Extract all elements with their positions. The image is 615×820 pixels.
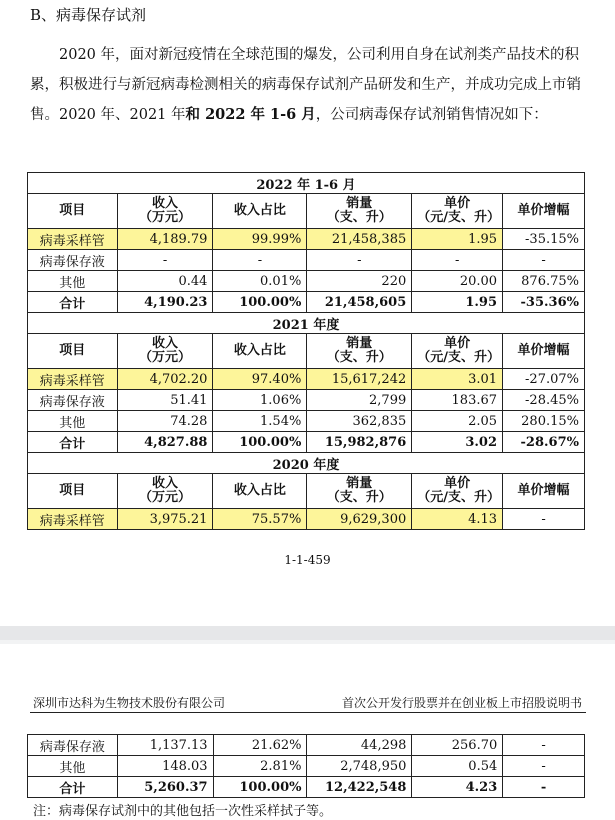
row-label: 其他: [28, 411, 118, 432]
column-header: 收入 （万元）: [117, 194, 213, 229]
running-header-title: 首次公开发行股票并在创业板上市招股说明书: [341, 696, 582, 710]
table-cell: 5,260.37: [117, 777, 213, 798]
table-cell: 256.70: [412, 735, 503, 756]
table-cell: 3.02: [412, 432, 503, 453]
table-cell: 4,189.79: [117, 229, 213, 250]
header-row: [28, 194, 585, 229]
table-cell: -28.67%: [503, 432, 585, 453]
table-row: [28, 411, 585, 432]
table-cell: -35.36%: [503, 292, 585, 313]
table-cell: 75.57%: [213, 509, 307, 530]
table-cell: 1.95: [412, 292, 503, 313]
running-header-company: 深圳市达科为生物技术股份有限公司: [33, 696, 226, 710]
section-title-row: [28, 453, 585, 474]
intro-paragraph: [30, 40, 588, 130]
column-header: 单价增幅: [503, 474, 585, 509]
table-cell: 2,748,950: [307, 756, 412, 777]
header-row: [28, 474, 585, 509]
table-row: [28, 432, 585, 453]
table-row: [28, 250, 585, 271]
table-cell: 100.00%: [213, 432, 307, 453]
column-header: 收入 （万元）: [117, 474, 213, 509]
column-header: 项目: [28, 474, 118, 509]
intro-text-end: ，公司病毒保存试剂销售情况如下：: [315, 107, 548, 123]
row-label: 病毒保存液: [28, 735, 118, 756]
section-title: 2022 年 1-6 月: [28, 173, 585, 194]
table-cell: 20.00: [412, 271, 503, 292]
table-cell: 4.23: [412, 777, 503, 798]
table-cell: -28.45%: [503, 390, 585, 411]
table-cell: 4,190.23: [117, 292, 213, 313]
table-cell: -: [412, 250, 503, 271]
table-cell: -: [503, 756, 585, 777]
table-row: [28, 735, 585, 756]
table-cell: 0.54: [412, 756, 503, 777]
table-cell: -: [503, 777, 585, 798]
sales-table-continued: [27, 734, 585, 798]
table-cell: -: [503, 509, 585, 530]
table-cell: -27.07%: [503, 369, 585, 390]
table-cell: 0.44: [117, 271, 213, 292]
sales-table: [27, 172, 585, 530]
table-cell: -: [503, 735, 585, 756]
page-number: 1-1-459: [284, 553, 331, 567]
section-title-row: [28, 173, 585, 194]
page-divider: [0, 626, 615, 640]
table-cell: 97.40%: [213, 369, 307, 390]
column-header: 单价增幅: [503, 194, 585, 229]
row-label: 病毒保存液: [28, 390, 118, 411]
table-cell: 15,982,876: [307, 432, 412, 453]
table-cell: 74.28: [117, 411, 213, 432]
table-cell: 0.01%: [213, 271, 307, 292]
row-label: 合计: [28, 432, 118, 453]
table-cell: -: [503, 250, 585, 271]
table-cell: 362,835: [307, 411, 412, 432]
header-row: [28, 334, 585, 369]
column-header: 收入占比: [213, 474, 307, 509]
section-heading: B、病毒保存试剂: [30, 6, 147, 24]
table-row: [28, 271, 585, 292]
column-header: 收入占比: [213, 334, 307, 369]
section-title: 2021 年度: [28, 313, 585, 334]
table-cell: 100.00%: [213, 292, 307, 313]
table-cell: 100.00%: [213, 777, 307, 798]
table-cell: -: [213, 250, 307, 271]
table-cell: 148.03: [117, 756, 213, 777]
row-label: 病毒保存液: [28, 250, 118, 271]
table-row: [28, 777, 585, 798]
table-cell: 2,799: [307, 390, 412, 411]
table-cell: 1.06%: [213, 390, 307, 411]
column-header: 单价 （元/支、升）: [412, 194, 503, 229]
table-note: 注：病毒保存试剂中的其他包括一次性采样拭子等。: [33, 804, 333, 819]
column-header: 单价 （元/支、升）: [412, 334, 503, 369]
row-label: 病毒采样管: [28, 369, 118, 390]
row-label: 合计: [28, 292, 118, 313]
column-header: 单价增幅: [503, 334, 585, 369]
table-cell: 15,617,242: [307, 369, 412, 390]
table-cell: 99.99%: [213, 229, 307, 250]
table-cell: 3,975.21: [117, 509, 213, 530]
table-cell: 9,629,300: [307, 509, 412, 530]
table-cell: 220: [307, 271, 412, 292]
intro-text: 2020 年，面对新冠疫情在全球范围的爆发，公司利用自身在试剂类产品技术的积累，积极进行与新冠病毒检测相关的病毒保存试剂产品研发和生产，并成功完成上市销售。2020 年、2021 年: [30, 47, 581, 123]
column-header: 项目: [28, 194, 118, 229]
table-cell: 4,827.88: [117, 432, 213, 453]
column-header: 项目: [28, 334, 118, 369]
table-cell: 51.41: [117, 390, 213, 411]
column-header: 收入占比: [213, 194, 307, 229]
table-cell: 2.05: [412, 411, 503, 432]
row-label: 病毒采样管: [28, 509, 118, 530]
table-row: [28, 229, 585, 250]
page-divider-shadow: [0, 640, 615, 644]
row-label: 其他: [28, 271, 118, 292]
table-cell: 2.81%: [213, 756, 307, 777]
row-label: 合计: [28, 777, 118, 798]
column-header: 收入 （万元）: [117, 334, 213, 369]
table-row: [28, 756, 585, 777]
table-row: [28, 509, 585, 530]
table-cell: 4,702.20: [117, 369, 213, 390]
row-label: 其他: [28, 756, 118, 777]
table-cell: 1,137.13: [117, 735, 213, 756]
column-header: 销量 （支、升）: [307, 194, 412, 229]
column-header: 销量 （支、升）: [307, 334, 412, 369]
intro-bold-text: 和 2022 年 1-6 月: [185, 106, 316, 123]
table-cell: -: [117, 250, 213, 271]
table-cell: 21.62%: [213, 735, 307, 756]
table-cell: 280.15%: [503, 411, 585, 432]
header-rule: [30, 712, 586, 713]
table-cell: 44,298: [307, 735, 412, 756]
table-cell: 4.13: [412, 509, 503, 530]
table-cell: 21,458,605: [307, 292, 412, 313]
table-cell: 1.95: [412, 229, 503, 250]
table-row: [28, 292, 585, 313]
table-row: [28, 390, 585, 411]
column-header: 单价 （元/支、升）: [412, 474, 503, 509]
column-header: 销量 （支、升）: [307, 474, 412, 509]
table-cell: 12,422,548: [307, 777, 412, 798]
table-cell: -35.15%: [503, 229, 585, 250]
section-title-row: [28, 313, 585, 334]
section-title: 2020 年度: [28, 453, 585, 474]
table-cell: -: [307, 250, 412, 271]
table-cell: 21,458,385: [307, 229, 412, 250]
table-cell: 1.54%: [213, 411, 307, 432]
table-cell: 3.01: [412, 369, 503, 390]
row-label: 病毒采样管: [28, 229, 118, 250]
table-cell: 183.67: [412, 390, 503, 411]
table-cell: 876.75%: [503, 271, 585, 292]
table-row: [28, 369, 585, 390]
